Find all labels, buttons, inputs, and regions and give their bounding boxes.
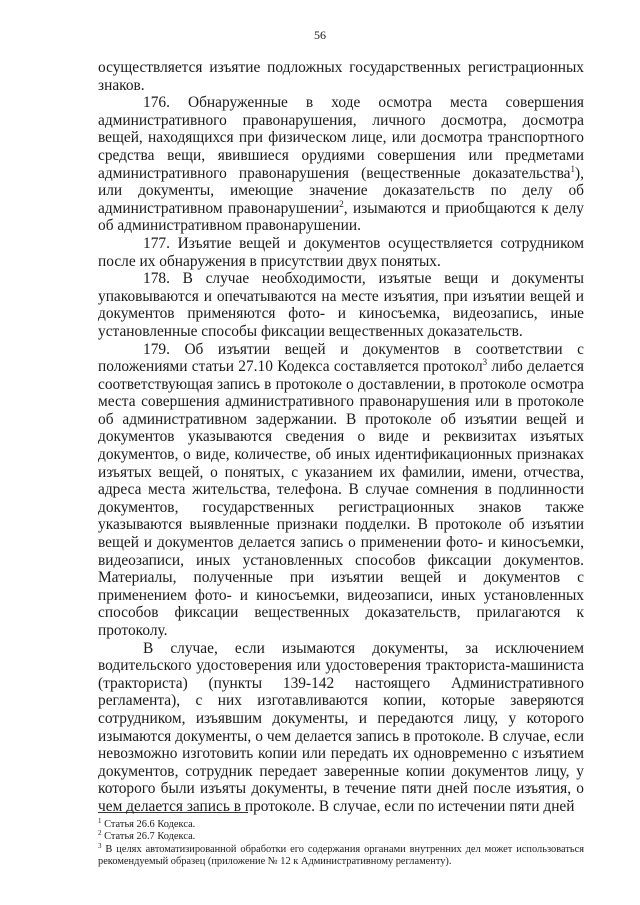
footnote-ref: 1 (570, 163, 576, 174)
paragraph-text: 179. Об изъятии вещей и документов в соответствии с положениями статьи 27.10 Кодекса составляется протокол (98, 340, 584, 376)
paragraph-text: 178. В случае необходимости, изъятые вещи и документы упаковываются и опечатываются на месте изъятия, при изъятии вещей и документов применяются фото- и киносъемка, видеозапись, иные установленные способы фиксации вещественных доказательств. (98, 270, 584, 340)
paragraph-176 (98, 94, 584, 235)
paragraph-text: либо делается соответствующая запись в протоколе о доставлении, в протоколе осмотра места совершения административного правонарушения или в протоколе об административном задержании. В протоколе об изъятии вещей и документов указываются сведения о виде и реквизитах изъятых документов, о виде, количестве, об иных идентификационных признаках изъятых вещей, о понятых, с указанием их фамилии, имени, отчества, адреса места жительства, телефона. В случае сомнения в подлинности документов, государственных регистрационных знаков также указываются выявленные признаки подделки. В протоколе об изъятии вещей и документов делается запись о применении фото- и киносъемки, видеозаписи, иных установленных способов фиксации документов. Материалы, полученные при изъятии вещей и документов с применением фото- и киносъемки, видеозаписи, иных установленных способов фиксации вещественных доказательств, прилагаются к протоколу. (98, 358, 584, 639)
footnote-ref: 2 (339, 198, 344, 209)
footnote-divider (98, 812, 248, 813)
footnote-2 (98, 831, 584, 843)
footnote-1 (98, 819, 584, 831)
paragraph-continuation (98, 59, 584, 94)
paragraph-copies (98, 640, 584, 816)
footnote-text: Статья 26.7 Кодекса. (101, 831, 196, 843)
footnote-mark: 1 (98, 817, 102, 825)
paragraph-178 (98, 270, 584, 340)
footnote-mark: 3 (98, 841, 102, 850)
footnote-ref: 3 (482, 357, 488, 368)
paragraph-text: 177. Изъятие вещей и документов осуществляется сотрудником после их обнаружения в присутствии двух понятых. (98, 234, 584, 270)
footnote-text: Статья 26.6 Кодекса. (101, 819, 196, 830)
paragraph-text: осуществляется изъятие подложных государственных регистрационных знаков. (98, 59, 584, 94)
footnote-mark: 2 (98, 829, 102, 838)
page-number: 56 (314, 28, 326, 42)
paragraph-179 (98, 341, 584, 640)
paragraph-text: В случае, если изымаются документы, за исключением водительского удостоверения или удостоверения тракториста-машиниста (тракториста) (пункты 139-142 настоящего Административного регламента), с них изготавливаются копии, которые заверяются сотрудником, изъявшим документы, и передаются лицу, у которого изымаются документы, о чем делается запись в протоколе. В случае, если невозможно изготовить копии или передать их одновременно с изъятием документов, сотрудник передает заверенные копии документов лицу, у которого были изъяты документы, в течение пяти дней после изъятия, о чем делается запись в протоколе. В случае, если по истечении пяти дней (98, 639, 584, 815)
footnote-text: В целях автоматизированной обработки его содержания органами внутренних дел может использоваться рекомендуемый образец (приложение № 12 к Административному регламенту). (98, 843, 584, 868)
paragraph-text: 176. Обнаруженные в ходе осмотра места совершения административного правонарушения, личного досмотра, досмотра вещей, находящихся при физическом лице, или досмотра транспортного средства вещи, явившиеся орудиями совершения или предметами административного правонарушения (вещественные доказательства (98, 94, 584, 182)
footnotes (98, 819, 584, 869)
paragraph-text: ), или документы, имеющие значение доказательств по делу об административном правонарушении (98, 164, 584, 217)
paragraph-177 (98, 235, 584, 270)
footnote-3 (98, 841, 584, 869)
body-text (98, 59, 584, 816)
paragraph-text: , изымаются и приобщаются к делу об административном правонарушении. (98, 199, 584, 235)
